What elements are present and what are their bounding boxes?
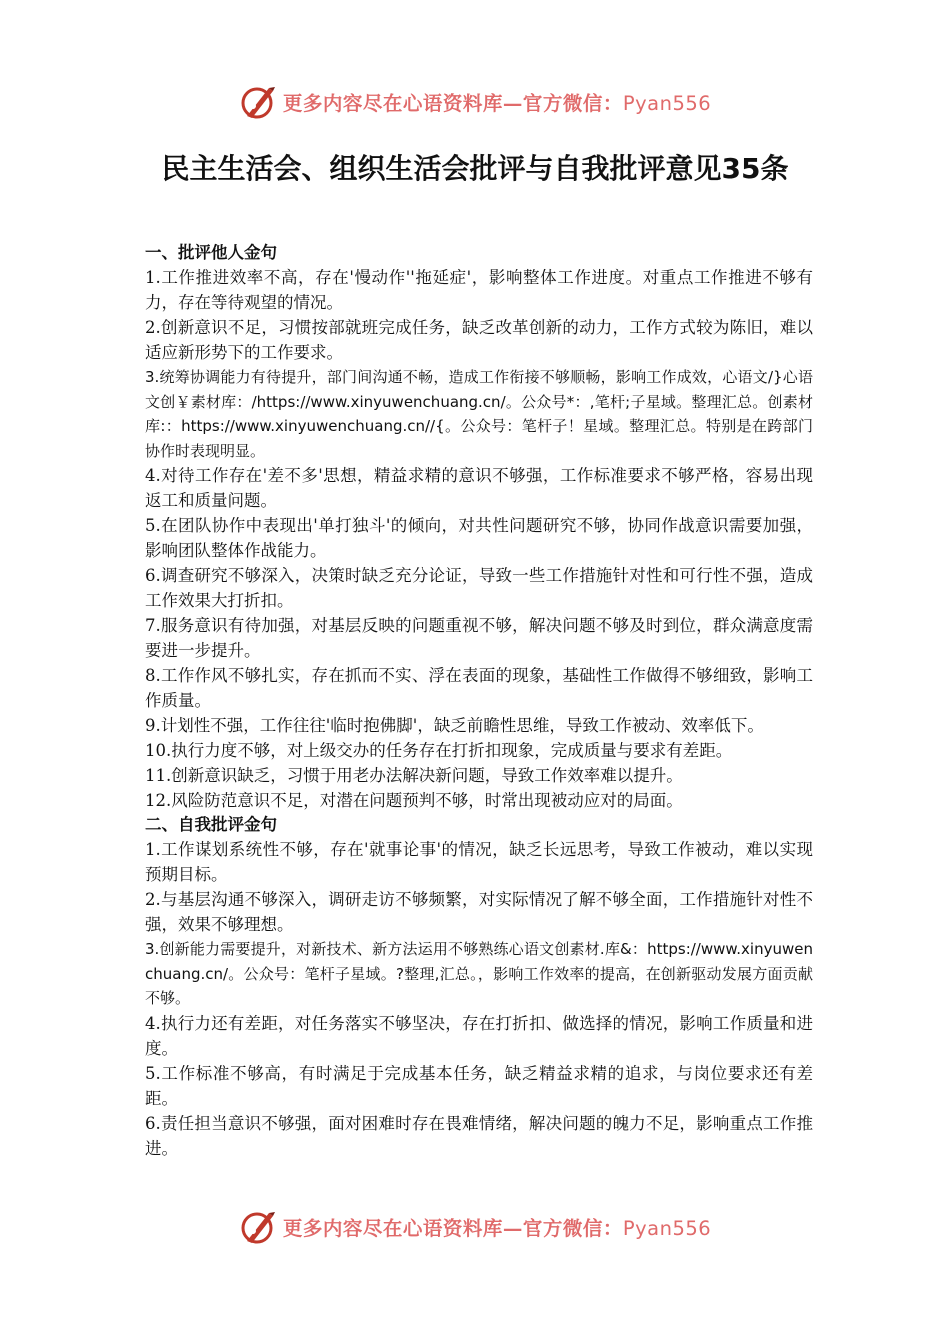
list-item: 7.服务意识有待加强，对基层反映的问题重视不够，解决问题不够及时到位，群众满意度需要进一步提升。 [145,616,813,660]
list-item: 12.风险防范意识不足，对潜在问题预判不够，时常出现被动应对的局面。 [145,791,683,810]
pen-logo-icon [239,82,279,122]
list-item: 2.创新意识不足，习惯按部就班完成任务，缺乏改革创新的动力，工作方式较为陈旧，难以适应新形势下的工作要求。 [145,318,813,362]
section-heading-self-criticism: 二、自我批评金句 [145,815,277,834]
wechat-id: Pyan556 [622,92,712,115]
list-item: 5.工作标准不够高，有时满足于完成基本任务，缺乏精益求精的追求，与岗位要求还有差距。 [145,1063,813,1108]
footer-watermark [0,1205,950,1249]
list-item: 6.调查研究不够深入，决策时缺乏充分论证，导致一些工作措施针对性和可行性不强，造成工作效果大打折扣。 [145,566,813,610]
list-item: 6.责任担当意识不够强，面对困难时存在畏难情绪，解决问题的魄力不足，影响重点工作推进。 [145,1113,813,1158]
document-body [145,241,813,1161]
brand-text: 更多内容尽在心语资料库—官方微信：Pyan556 [282,92,712,115]
list-item: 1.工作谋划系统性不够，存在'就事论事'的情况，缺乏长远思考，导致工作被动，难以实现预期目标。 [145,840,813,884]
list-item: 8.工作作风不够扎实，存在抓而不实、浮在表面的现象，基础性工作做得不够细致，影响工作质量。 [145,666,813,710]
list-item: 1.工作推进效率不高，存在'慢动作''拖延症'，影响整体工作进度。对重点工作推进不够有力，存在等待观望的情况。 [145,268,813,312]
list-item: 2.与基层沟通不够深入，调研走访不够频繁，对实际情况了解不够全面，工作措施针对性不强，效果不够理想。 [145,890,813,934]
pen-logo-icon [239,1207,279,1247]
wechat-id: Pyan556 [622,1217,712,1240]
list-item: 3.统筹协调能力有待提升，部门间沟通不畅，造成工作衔接不够顺畅，影响工作成效，心语文/}心语文创￥素材库：/https://www.xinyuwenchuang.cn/。公众号*：,笔杆;子星域。整理汇总。创素材库:：https://www.xinyuwenchuang.cn//{。公众号：笔杆子！星域。整理汇总。特别是在跨部门协作时表现明显。 [145,368,813,460]
brand-text: 更多内容尽在心语资料库—官方微信：Pyan556 [282,1217,712,1240]
list-item: 4.对待工作存在'差不多'思想，精益求精的意识不够强，工作标准要求不够严格，容易出现返工和质量问题。 [145,466,813,510]
list-item: 11.创新意识缺乏，习惯于用老办法解决新问题，导致工作效率难以提升。 [145,766,683,785]
section-heading-criticize-others: 一、批评他人金句 [145,243,277,262]
list-item: 4.执行力还有差距，对任务落实不够坚决，存在打折扣、做选择的情况，影响工作质量和进度。 [145,1013,813,1058]
list-item: 9.计划性不强，工作往往'临时抱佛脚'，缺乏前瞻性思维，导致工作被动、效率低下。 [145,716,764,735]
header-watermark [0,80,950,124]
list-item: 5.在团队协作中表现出'单打独斗'的倾向，对共性问题研究不够，协同作战意识需要加强，影响团队整体作战能力。 [145,516,813,560]
list-item: 10.执行力度不够，对上级交办的任务存在打折扣现象，完成质量与要求有差距。 [145,741,733,760]
document-title: 民主生活会、组织生活会批评与自我批评意见35条 [161,152,789,185]
list-item: 3.创新能力需要提升，对新技术、新方法运用不够熟练心语文创素材.库&：https://www.xinyuwenchuang.cn/。公众号：笔杆子星域。?整理,汇总。，影响工作效率的提高，在创新驱动发展方面贡献不够。 [145,940,813,1007]
